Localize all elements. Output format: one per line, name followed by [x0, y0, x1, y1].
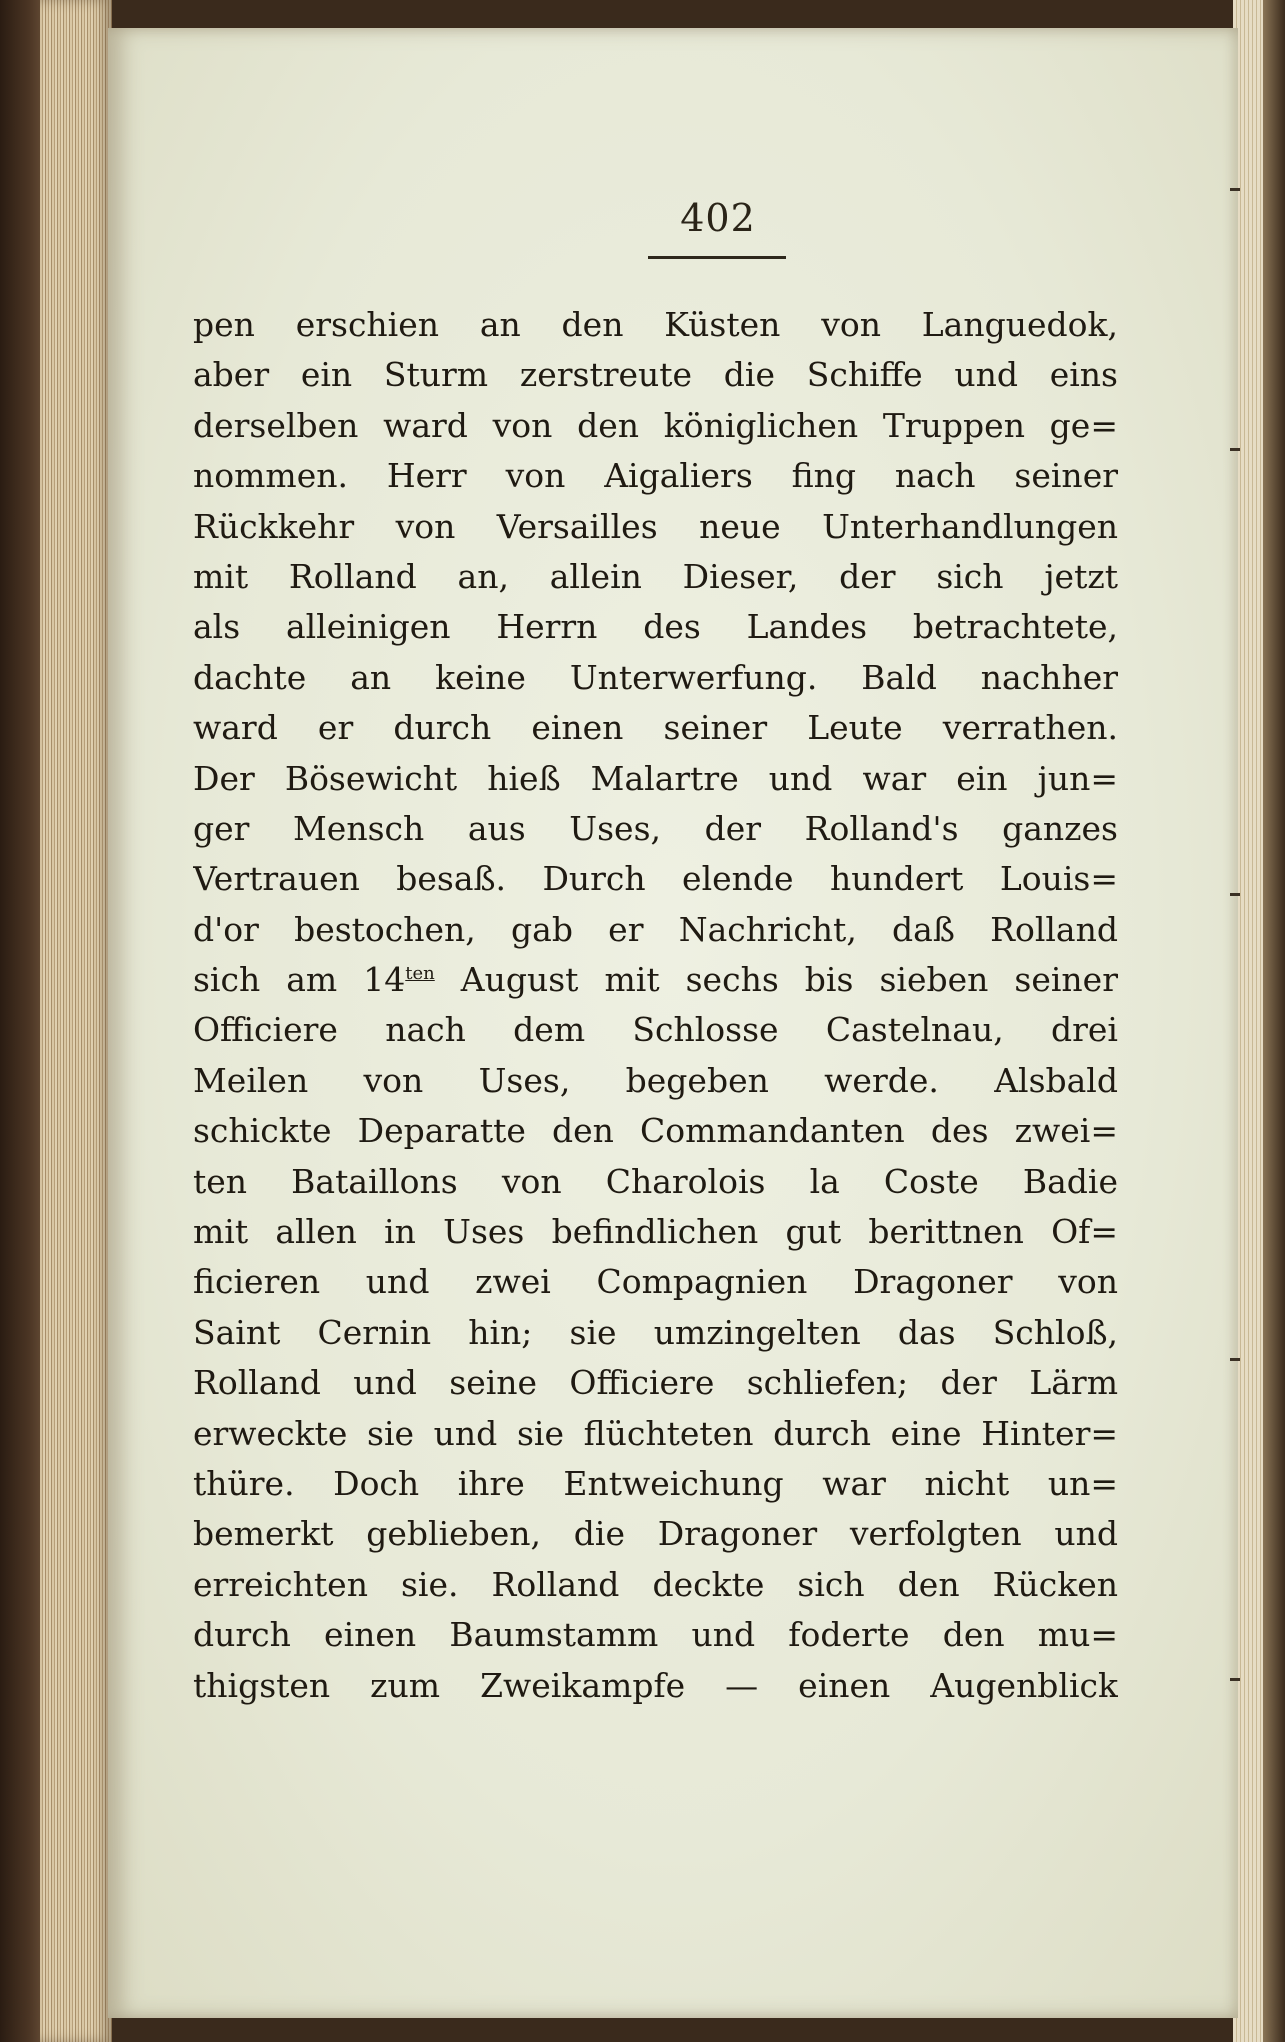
- margin-mark: [1230, 448, 1240, 451]
- body-text: [193, 300, 1118, 1711]
- margin-mark: [1230, 1358, 1240, 1361]
- margin-mark: [1230, 1678, 1240, 1681]
- text-line: Vertrauen besaß. Durch elende hundert Louis=: [193, 859, 1118, 899]
- margin-mark: [1230, 188, 1240, 191]
- text-line: derselben ward von den königlichen Truppen ge=: [193, 405, 1118, 445]
- text-line: Meilen von Uses, begeben werde. Alsbald: [193, 1060, 1118, 1100]
- ordinal-superscript: ten: [405, 963, 435, 985]
- text-line: mit allen in Uses befindlichen gut berittnen Of=: [193, 1212, 1118, 1252]
- text-line: d'or bestochen, gab er Nachricht, daß Rolland: [193, 909, 1118, 949]
- page-number: 402: [680, 196, 756, 240]
- text-line: bemerkt geblieben, die Dragoner verfolgten und: [193, 1514, 1118, 1554]
- text-line: thigsten zum Zweikampfe — einen Augenblick: [193, 1665, 1118, 1705]
- book-cover-right: [1263, 0, 1285, 2042]
- text-line: Der Bösewicht hieß Malartre und war ein jun=: [193, 758, 1118, 798]
- text-line: pen erschien an den Küsten von Languedok,: [193, 305, 1118, 344]
- text-line: schickte Deparatte den Commandanten des zwei=: [193, 1111, 1118, 1151]
- header-rule: [648, 256, 786, 259]
- text-line: dachte an keine Unterwerfung. Bald nachher: [193, 657, 1118, 697]
- text-line: Officiere nach dem Schlosse Castelnau, drei: [193, 1010, 1118, 1050]
- text-line: sich am $14^{ten}$ August mit sechs bis sieben seiner: [193, 960, 1118, 1000]
- text-line: als alleinigen Herrn des Landes betrachtete,: [193, 607, 1118, 647]
- text-line: mit Rolland an, allein Dieser, der sich jetzt: [193, 556, 1118, 596]
- text-line: Rolland und seine Officiere schliefen; der Lärm: [193, 1363, 1118, 1403]
- text-line: ger Mensch aus Uses, der Rolland's ganzes: [193, 808, 1118, 848]
- margin-mark: [1230, 893, 1240, 896]
- page-edges-left: [40, 0, 112, 2042]
- text-line: Rückkehr von Versailles neue Unterhandlungen: [193, 506, 1118, 546]
- text-line: ten Bataillons von Charolois la Coste Badie: [193, 1161, 1118, 1201]
- text-line: durch einen Baumstamm und foderte den mu=: [193, 1615, 1118, 1655]
- text-line: nommen. Herr von Aigaliers fing nach seiner: [193, 456, 1118, 496]
- text-line: ficieren und zwei Compagnien Dragoner von: [193, 1262, 1118, 1302]
- text-line: aber ein Sturm zerstreute die Schiffe und eins: [193, 355, 1118, 395]
- text-line: thüre. Doch ihre Entweichung war nicht un=: [193, 1463, 1118, 1503]
- text-line: erweckte sie und sie flüchteten durch eine Hinter=: [193, 1413, 1118, 1453]
- text-line: erreichten sie. Rolland deckte sich den Rücken: [193, 1564, 1118, 1604]
- text-line: ward er durch einen seiner Leute verrathen.: [193, 708, 1118, 748]
- text-line: Saint Cernin hin; sie umzingelten das Schloß,: [193, 1312, 1118, 1352]
